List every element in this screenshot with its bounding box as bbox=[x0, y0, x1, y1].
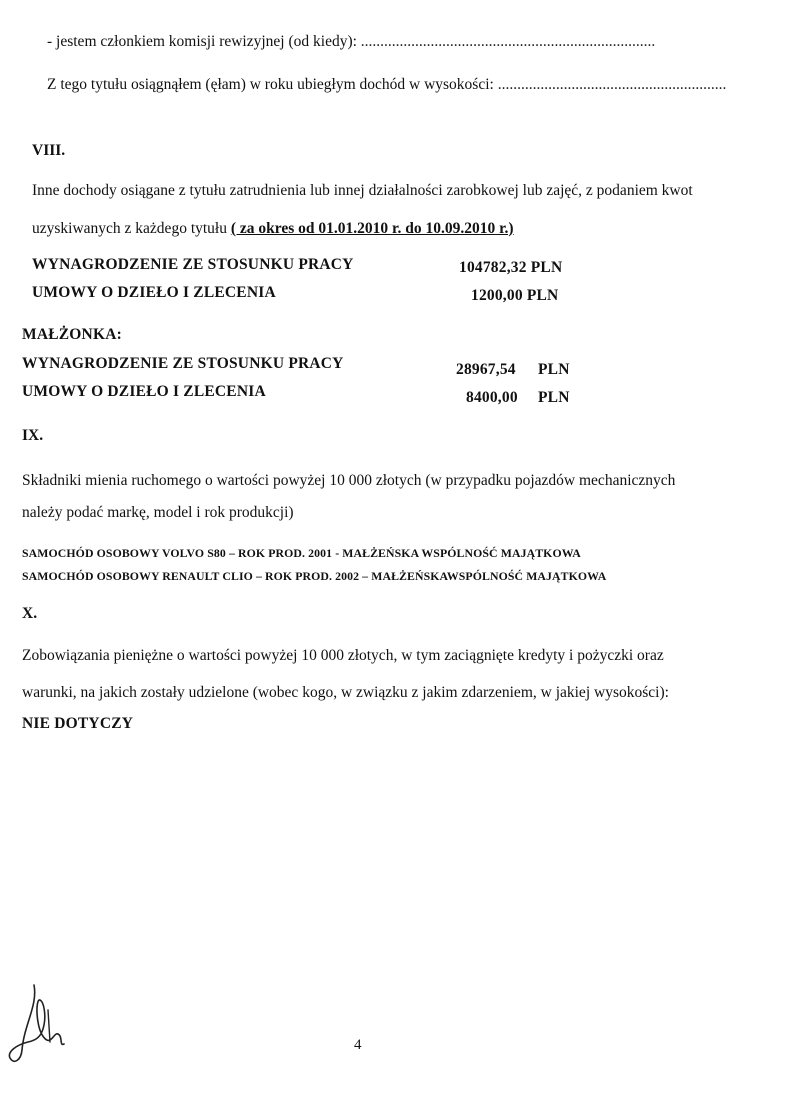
section-9-text-1: Składniki mienia ruchomego o wartości powyżej 10 000 złotych (w przypadku pojazdów mechanicznych bbox=[22, 472, 676, 489]
spouse-row-label: UMOWY O DZIEŁO I ZLECENIA bbox=[22, 383, 266, 400]
spouse-row-amount: 8400,00 bbox=[466, 389, 518, 406]
spouse-row-currency: PLN bbox=[538, 389, 570, 406]
section-10-answer: NIE DOTYCZY bbox=[22, 715, 134, 732]
spouse-row-amount: 28967,54 bbox=[456, 361, 516, 378]
page-number: 4 bbox=[354, 1037, 362, 1053]
income-dots: ........................................................... bbox=[497, 76, 727, 93]
revision-committee-dots: ............................................................................ bbox=[360, 33, 656, 50]
section-10-text-2: warunki, na jakich zostały udzielone (wobec kogo, w związku z jakim zdarzeniem, w jakiej wysokości): bbox=[22, 684, 669, 701]
section-8-heading: VIII. bbox=[32, 142, 66, 159]
income-row-amount: 1200,00 PLN bbox=[471, 287, 559, 304]
section-10-heading: X. bbox=[22, 605, 38, 622]
income-line bbox=[47, 76, 726, 94]
section-8-period: ( za okres od 01.01.2010 r. do 10.09.2010 r.) bbox=[230, 220, 514, 237]
spouse-row-currency: PLN bbox=[538, 361, 570, 378]
income-label: Z tego tytułu osiągnąłem (ęłam) w roku ubiegłym dochód w wysokości: bbox=[47, 76, 494, 93]
revision-committee-line bbox=[47, 33, 655, 51]
signature-icon bbox=[4, 980, 74, 1075]
vehicle-item: SAMOCHÓD OSOBOWY RENAULT CLIO – ROK PROD. 2002 – MAŁŻEŃSKAWSPÓLNOŚĆ MAJĄTKOWA bbox=[22, 569, 607, 583]
section-9-heading: IX. bbox=[22, 427, 44, 444]
vehicle-item: SAMOCHÓD OSOBOWY VOLVO S80 – ROK PROD. 2001 - MAŁŻEŃSKA WSPÓLNOŚĆ MAJĄTKOWA bbox=[22, 546, 581, 560]
section-10-text-1: Zobowiązania pieniężne o wartości powyżej 10 000 złotych, w tym zaciągnięte kredyty i pożyczki oraz bbox=[22, 647, 664, 664]
section-8-text-2: uzyskiwanych z każdego tytułu bbox=[32, 220, 227, 237]
section-8-text-1: Inne dochody osiągane z tytułu zatrudnienia lub innej działalności zarobkowej lub zajęć, z podaniem kwot bbox=[32, 182, 693, 199]
income-row-label: UMOWY O DZIEŁO I ZLECENIA bbox=[32, 284, 276, 301]
spouse-heading: MAŁŻONKA: bbox=[22, 326, 122, 343]
income-row-amount: 104782,32 PLN bbox=[459, 259, 563, 276]
income-row-label: WYNAGRODZENIE ZE STOSUNKU PRACY bbox=[32, 256, 354, 273]
spouse-row-label: WYNAGRODZENIE ZE STOSUNKU PRACY bbox=[22, 355, 344, 372]
section-8-text-2-line bbox=[32, 220, 514, 238]
section-9-text-2: należy podać markę, model i rok produkcji) bbox=[22, 504, 294, 521]
revision-committee-label: - jestem członkiem komisji rewizyjnej (od kiedy): bbox=[47, 33, 357, 50]
